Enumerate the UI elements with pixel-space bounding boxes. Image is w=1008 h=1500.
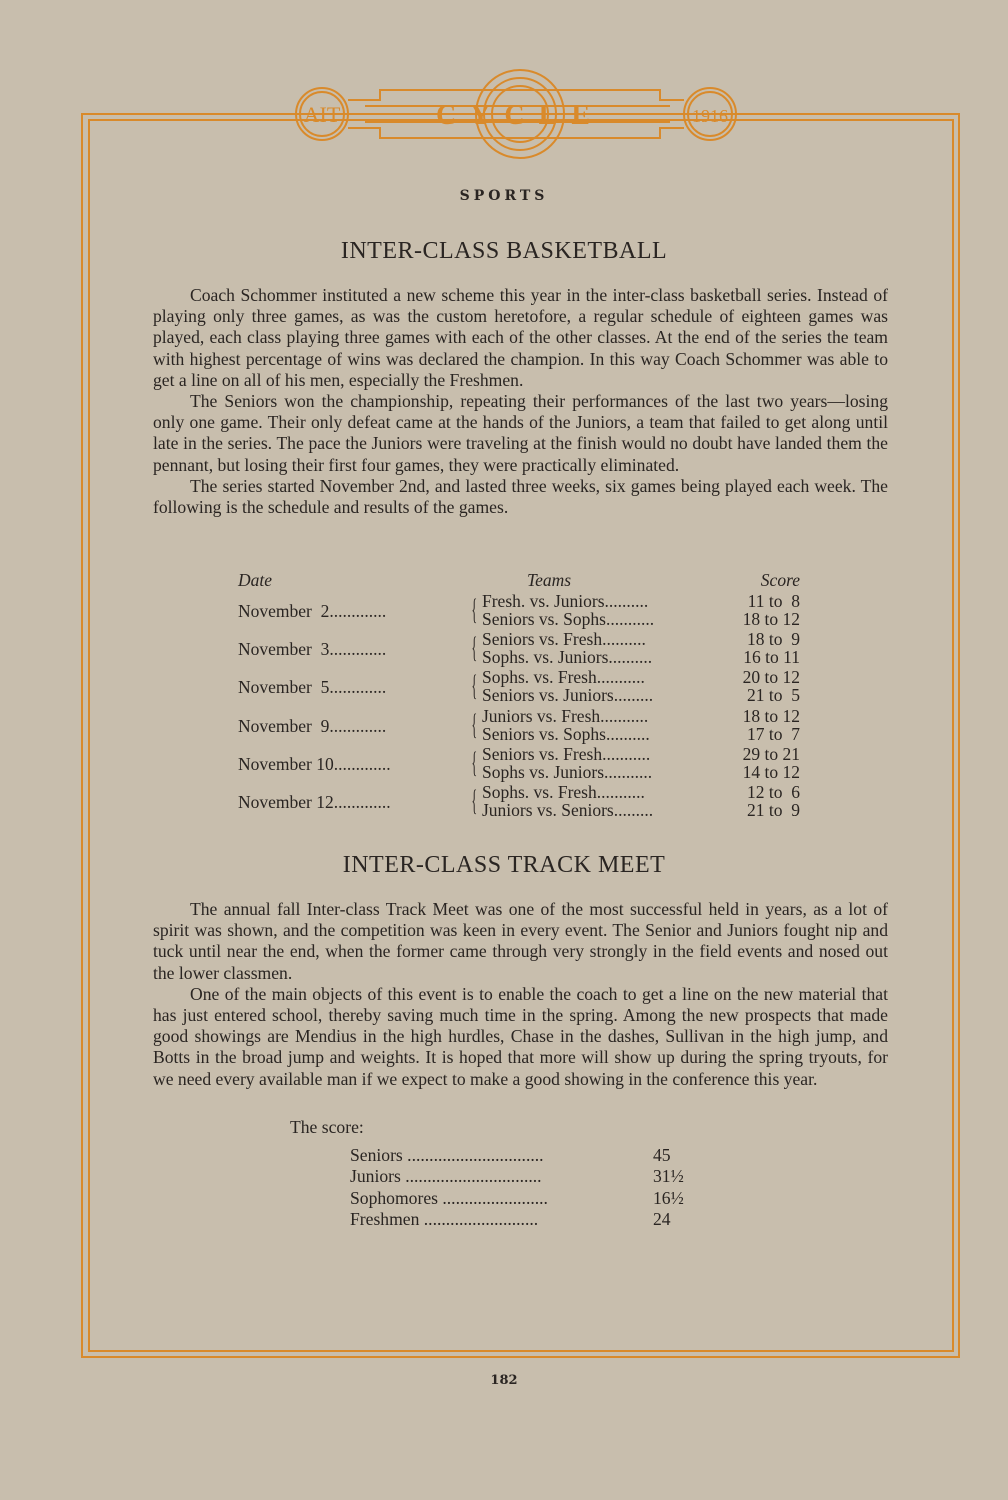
game-line [482,630,800,648]
game-teams: Fresh. vs. Juniors.......... [482,591,649,611]
game-teams: Seniors vs. Fresh........... [482,743,651,764]
paragraph: The annual fall Inter-class Track Meet was one of the most successful held in years, as a lot of spirit was shown, and the competition was keen in every event. The Senior and Juniors fought nip and tuck until near the end, when the former came through very strongly in the field events and nosed out the lower classmen. [153,899,888,983]
header-teams: Teams [527,570,572,590]
basketball-body [153,285,888,518]
game-score: 20 to 12 [742,667,800,688]
points: 16½ [653,1187,684,1208]
points: 31½ [653,1166,684,1187]
page-number: 182 [490,1373,518,1388]
score-row [350,1166,684,1187]
game-teams: Juniors vs. Fresh........... [482,705,649,726]
paragraph: One of the main objects of this event is to enable the coach to get a line on the new material that has just entered school, thereby saving much time in the spring. Among the new prospects that made good showings are Mendius in the high hurdles, Chase in the dashes, Sullivan in the high jump, and Botts in the broad jump and weights. It is hoped that more will show up during the spring tryouts, for we need every available man if we expect to make a good showing in the conference this year. [153,983,888,1089]
class-name: Seniors ............................... [350,1145,544,1165]
game-teams: Sophs. vs. Juniors.......... [482,647,653,668]
game-score: 21 to 5 [747,685,800,706]
brace: { [471,707,478,741]
game-teams: Sophs. vs. Fresh........... [482,781,645,802]
track-body [153,899,888,1090]
game-score: 29 to 21 [742,743,800,764]
game-line [482,668,800,686]
schedule-row [238,745,800,783]
game-date: November 2............. [238,601,387,621]
game-score: 11 to 8 [747,591,800,611]
game-date: November 5............. [238,677,387,698]
schedule-row [238,668,800,706]
brace: { [471,745,478,779]
brace: { [471,783,478,817]
game-line [482,801,800,819]
class-name: Sophomores ........................ [350,1187,548,1208]
section-label: SPORTS [459,188,549,204]
schedule-row [238,630,800,668]
track-title: INTER-CLASS TRACK MEET [342,852,666,878]
basketball-schedule [238,570,800,821]
logo-left-text: AIT [303,102,341,127]
logo-right-text: 1916 [692,106,728,126]
brace: { [471,593,478,626]
game-line [482,686,800,704]
game-line [482,725,800,743]
game-score: 12 to 6 [747,781,800,802]
class-name: Juniors ............................... [350,1166,542,1187]
game-date: November 10............. [238,753,391,774]
game-teams: Sophs vs. Juniors........... [482,761,653,782]
logo-title-text: CYCLE [435,100,605,131]
game-teams: Seniors vs. Sophs........... [482,609,655,629]
cycle-1916-logo [270,62,770,172]
brace: { [471,631,478,665]
game-date: November 12............. [238,791,391,812]
game-score: 17 to 7 [747,723,800,744]
score-row [350,1145,680,1166]
score-label: The score: [290,1117,364,1137]
class-name: Freshmen .......................... [350,1209,539,1230]
game-teams: Seniors vs. Sophs.......... [482,723,650,744]
points: 45 [653,1145,671,1165]
points: 24 [653,1209,671,1230]
game-score: 18 to 12 [742,609,800,629]
schedule-row [238,783,800,821]
game-score: 18 to 9 [747,629,800,650]
basketball-title: INTER-CLASS BASKETBALL [340,238,668,264]
paragraph: The Seniors won the championship, repeating their performances of the last two years—losing only one game. Their only defeat came at the hands of the Juniors, a team that failed to get along until late in the series. The pace the Juniors were traveling at the finish would no doubt have landed them the pennant, but losing their first four games, they were practically eliminated. [153,391,888,475]
header-score: Score [760,570,800,590]
score-row [350,1187,684,1209]
track-scores [350,1145,684,1231]
game-score: 21 to 9 [747,799,800,820]
game-teams: Seniors vs. Fresh.......... [482,629,646,650]
game-score: 18 to 12 [742,705,800,726]
game-date: November 9............. [238,715,387,736]
game-score: 14 to 12 [742,761,800,782]
schedule-row [238,707,800,745]
game-teams: Seniors vs. Juniors......... [482,685,654,706]
game-score: 16 to 11 [743,647,800,668]
schedule-row [238,592,800,630]
game-line [482,745,800,763]
game-date: November 3............. [238,639,387,660]
paragraph: The series started November 2nd, and lasted three weeks, six games being played each week. The following is the schedule and results of the games. [153,475,888,518]
game-line [482,592,800,610]
game-line [482,783,800,801]
game-teams: Juniors vs. Seniors......... [482,799,654,820]
game-teams: Sophs. vs. Fresh........... [482,667,645,688]
game-line [482,648,800,666]
game-line [482,707,800,725]
game-line [482,763,800,781]
game-line [482,610,800,628]
score-row [350,1209,680,1230]
header-date: Date [238,570,273,590]
paragraph: Coach Schommer instituted a new scheme this year in the inter-class basketball series. Instead of playing only three games, as was the custom heretofore, a regular schedule of eighteen games was played, each class playing three games with each of the other classes. At the end of the series the team with highest percentage of wins was declared the champion. In this way Coach Schommer was able to get a line on all of his men, especially the Freshmen. [153,285,888,390]
brace: { [471,669,478,703]
schedule-header [238,570,800,592]
